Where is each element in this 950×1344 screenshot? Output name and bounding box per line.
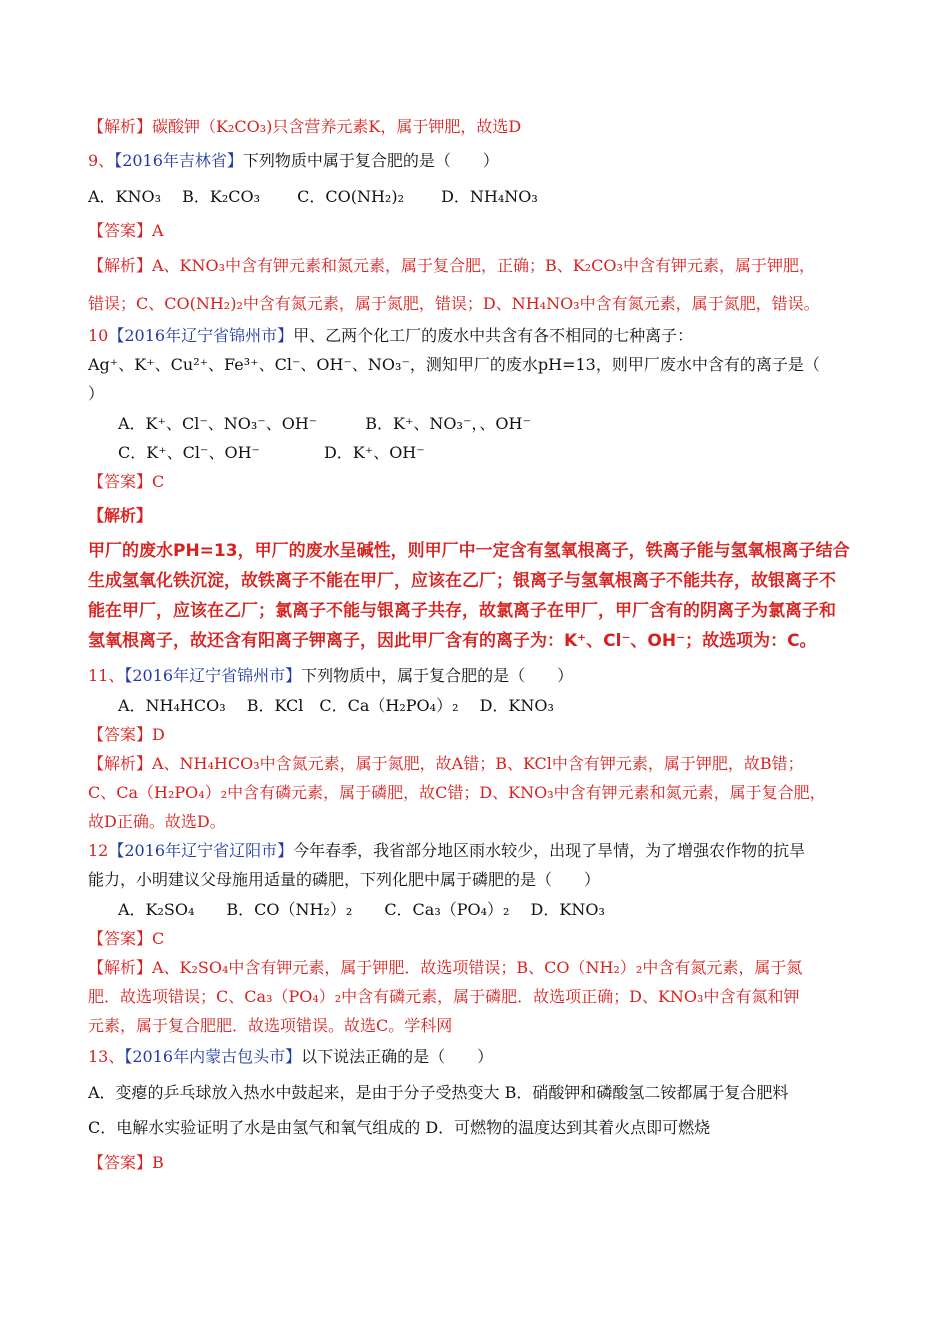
q12-source: 【2016年辽宁省辽阳市】 <box>108 841 294 860</box>
q10-explanation-head: 【解析】 <box>88 506 153 525</box>
q13-text: 以下说法正确的是（ ） <box>301 1047 494 1066</box>
q10-stem <box>88 326 693 346</box>
q11-text: 下列物质中，属于复合肥的是（ ） <box>301 666 574 685</box>
q11-source: 【2016年辽宁省锦州市】 <box>124 666 302 685</box>
q10-text: 甲、乙两个化工厂的废水中共含有各不相同的七种离子： <box>293 326 694 345</box>
q9-options: A．KNO₃ B．K₂CO₃ C．CO(NH₂)₂ D．NH₄NO₃ <box>88 187 538 206</box>
q13-options-cd: C．电解水实验证明了水是由氢气和氧气组成的 D．可燃物的温度达到其着火点即可燃烧 <box>88 1118 711 1137</box>
q10-explanation-line: 能在甲厂，应该在乙厂；氯离子不能与银离子共存，故氯离子在甲厂，甲厂含有的阴离子为氯离子和 <box>88 601 836 621</box>
q12-text: 今年春季，我省部分地区雨水较少，出现了旱情，为了增强农作物的抗旱 <box>293 841 806 860</box>
q8-explanation: 【解析】碳酸钾（K₂CO₃)只含营养元素K，属于钾肥，故选D <box>88 117 522 136</box>
q10-explanation-line: 氢氧根离子，故还含有阳离子钾离子，因此甲厂含有的离子为：K⁺、Cl⁻、OH⁻；故选项为：C。 <box>88 631 817 651</box>
q12-explanation-line: 元素，属于复合肥肥．故选项错误。故选C。学科网 <box>88 1016 453 1035</box>
q10-paren: ） <box>88 384 105 403</box>
q11-explanation-line: 故D正确。故选D。 <box>88 812 226 831</box>
q9-explanation-line: 错误；C、CO(NH₂)₂中含有氮元素，属于氮肥，错误；D、NH₄NO₃中含有氮元素，属于氮肥，错误。 <box>88 294 820 313</box>
q10-ions: Ag⁺、K⁺、Cu²⁺、Fe³⁺、Cl⁻、OH⁻、NO₃⁻，测知甲厂的废水pH=13，则甲厂废水中含有的离子是（ <box>88 355 820 374</box>
q11-explanation-line: C、Ca（H₂PO₄）₂中含有磷元素，属于磷肥，故C错；D、KNO₃中含有钾元素和氮元素，属于复合肥， <box>88 783 826 802</box>
q12-number: 12 <box>88 841 109 860</box>
q11-answer: 【答案】D <box>88 725 165 744</box>
q11-number: 11、 <box>88 666 125 685</box>
q10-options-ab: A．K⁺、Cl⁻、NO₃⁻、OH⁻ B．K⁺、NO₃⁻，、OH⁻ <box>118 414 531 433</box>
q10-answer: 【答案】C <box>88 472 165 491</box>
q13-stem <box>88 1047 493 1067</box>
q9-stem <box>88 151 499 171</box>
q10-source: 【2016年辽宁省锦州市】 <box>108 326 294 345</box>
q13-answer: 【答案】B <box>88 1153 164 1172</box>
q11-options: A．NH₄HCO₃ B．KCl C．Ca（H₂PO₄）₂ D．KNO₃ <box>118 696 554 715</box>
q10-options-cd: C．K⁺、Cl⁻、OH⁻ D．K⁺、OH⁻ <box>118 443 425 462</box>
q12-explanation-line: 【解析】A、K₂SO₄中含有钾元素，属于钾肥．故选项错误；B、CO（NH₂）₂中含有氮元素，属于氮 <box>88 958 803 977</box>
q11-explanation-line: 【解析】A、NH₄HCO₃中含氮元素，属于氮肥，故A错；B、KCl中含有钾元素，属于钾肥，故B错； <box>88 754 804 773</box>
q11-stem <box>88 666 573 686</box>
q10-number: 10 <box>88 326 109 345</box>
q12-answer: 【答案】C <box>88 929 165 948</box>
q9-answer: 【答案】A <box>88 221 164 240</box>
q9-source: 【2016年吉林省】 <box>114 151 243 170</box>
q9-number: 9、 <box>88 151 115 170</box>
q9-text: 下列物质中属于复合肥的是（ ） <box>242 151 499 170</box>
q10-explanation-line: 生成氢氧化铁沉淀，故铁离子不能在甲厂，应该在乙厂；银离子与氢氧根离子不能共存，故银离子不 <box>88 571 836 591</box>
q12-options: A．K₂SO₄ B．CO（NH₂）₂ C．Ca₃（PO₄）₂ D．KNO₃ <box>118 900 605 919</box>
q10-explanation-line: 甲厂的废水PH=13，甲厂的废水呈碱性，则甲厂中一定含有氢氧根离子，铁离子能与氢氧根离子结合 <box>88 541 850 561</box>
q13-source: 【2016年内蒙古包头市】 <box>124 1047 302 1066</box>
q9-explanation-line: 【解析】A、KNO₃中含有钾元素和氮元素，属于复合肥，正确；B、K₂CO₃中含有钾元素，属于钾肥， <box>88 256 815 275</box>
q12-stem <box>88 841 805 861</box>
q13-number: 13、 <box>88 1047 125 1066</box>
q13-options-ab: A．变瘪的乒乓球放入热水中鼓起来，是由于分子受热变大 B．硝酸钾和磷酸氢二铵都属于复合肥料 <box>88 1083 789 1102</box>
q12-explanation-line: 肥．故选项错误；C、Ca₃（PO₄）₂中含有磷元素，属于磷肥．故选项正确；D、KNO₃中含有氮和钾 <box>88 987 800 1006</box>
q12-stem-line2: 能力，小明建议父母施用适量的磷肥，下列化肥中属于磷肥的是（ ） <box>88 870 601 889</box>
